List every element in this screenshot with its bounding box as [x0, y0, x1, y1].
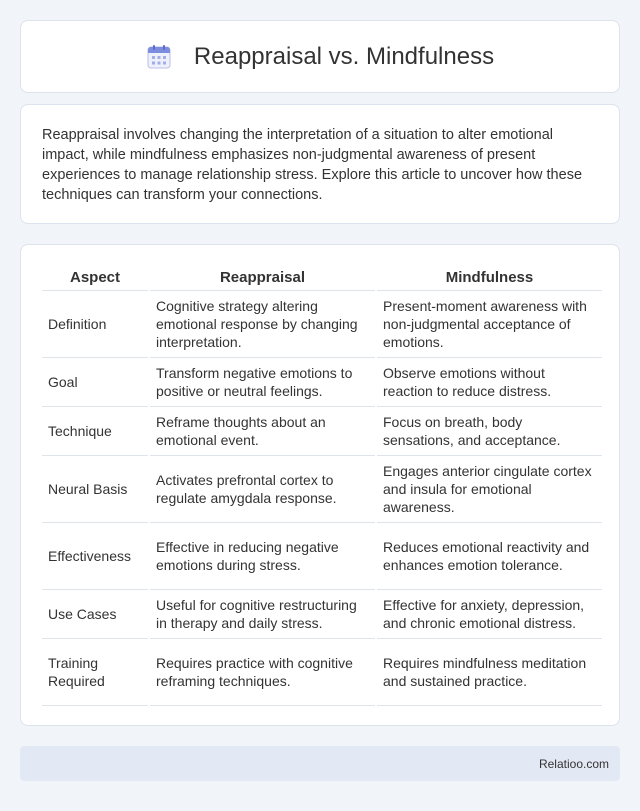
row-aspect: Definition	[42, 291, 148, 358]
table-row	[42, 407, 602, 456]
intro-text: Reappraisal involves changing the interpretation of a situation to alter emotional impact, while mindfulness emphasizes non-judgmental awareness of present experiences to manage relationship stress. Explore this article to uncover how these techniques can transform your connections.	[42, 127, 583, 203]
row-mindfulness: Present-moment awareness with non-judgmental acceptance of emotions.	[377, 291, 602, 358]
table-row	[42, 358, 602, 407]
comparison-table	[40, 265, 604, 706]
row-aspect: Goal	[42, 358, 148, 407]
table-header-row	[42, 265, 602, 291]
calendar-icon	[146, 44, 172, 70]
row-mindfulness: Focus on breath, body sensations, and acceptance.	[377, 407, 602, 456]
row-reappraisal: Useful for cognitive restructuring in therapy and daily stress.	[150, 590, 375, 639]
row-aspect: Use Cases	[42, 590, 148, 639]
column-header-mindfulness: Mindfulness	[377, 265, 602, 291]
row-reappraisal: Requires practice with cognitive reframing techniques.	[150, 639, 375, 706]
row-reappraisal: Activates prefrontal cortex to regulate amygdala response.	[150, 456, 375, 523]
table-row	[42, 590, 602, 639]
row-reappraisal: Cognitive strategy altering emotional response by changing interpretation.	[150, 291, 375, 358]
title-bar	[21, 21, 619, 92]
table-row	[42, 639, 602, 706]
row-aspect: Effectiveness	[42, 523, 148, 590]
row-aspect: Technique	[42, 407, 148, 456]
row-mindfulness: Reduces emotional reactivity and enhances emotion tolerance.	[377, 523, 602, 590]
table-row	[42, 456, 602, 523]
row-aspect: Neural Basis	[42, 456, 148, 523]
row-reappraisal: Transform negative emotions to positive or neutral feelings.	[150, 358, 375, 407]
table-row	[42, 291, 602, 358]
column-header-reappraisal: Reappraisal	[150, 265, 375, 291]
comparison-card	[20, 244, 620, 726]
row-aspect: Training Required	[42, 639, 148, 706]
footer	[20, 746, 620, 781]
row-mindfulness: Observe emotions without reaction to reduce distress.	[377, 358, 602, 407]
footer-site-link[interactable]: Relatioo.com	[538, 756, 609, 771]
row-mindfulness: Requires mindfulness meditation and sustained practice.	[377, 639, 602, 706]
row-mindfulness: Effective for anxiety, depression, and chronic emotional distress.	[377, 590, 602, 639]
title-card	[20, 20, 620, 93]
table-row	[42, 523, 602, 590]
row-mindfulness: Engages anterior cingulate cortex and insula for emotional awareness.	[377, 456, 602, 523]
page-title: Reappraisal vs. Mindfulness	[193, 42, 495, 70]
row-reappraisal: Effective in reducing negative emotions during stress.	[150, 523, 375, 590]
column-header-aspect: Aspect	[42, 265, 148, 291]
intro-card	[20, 104, 620, 224]
row-reappraisal: Reframe thoughts about an emotional event.	[150, 407, 375, 456]
